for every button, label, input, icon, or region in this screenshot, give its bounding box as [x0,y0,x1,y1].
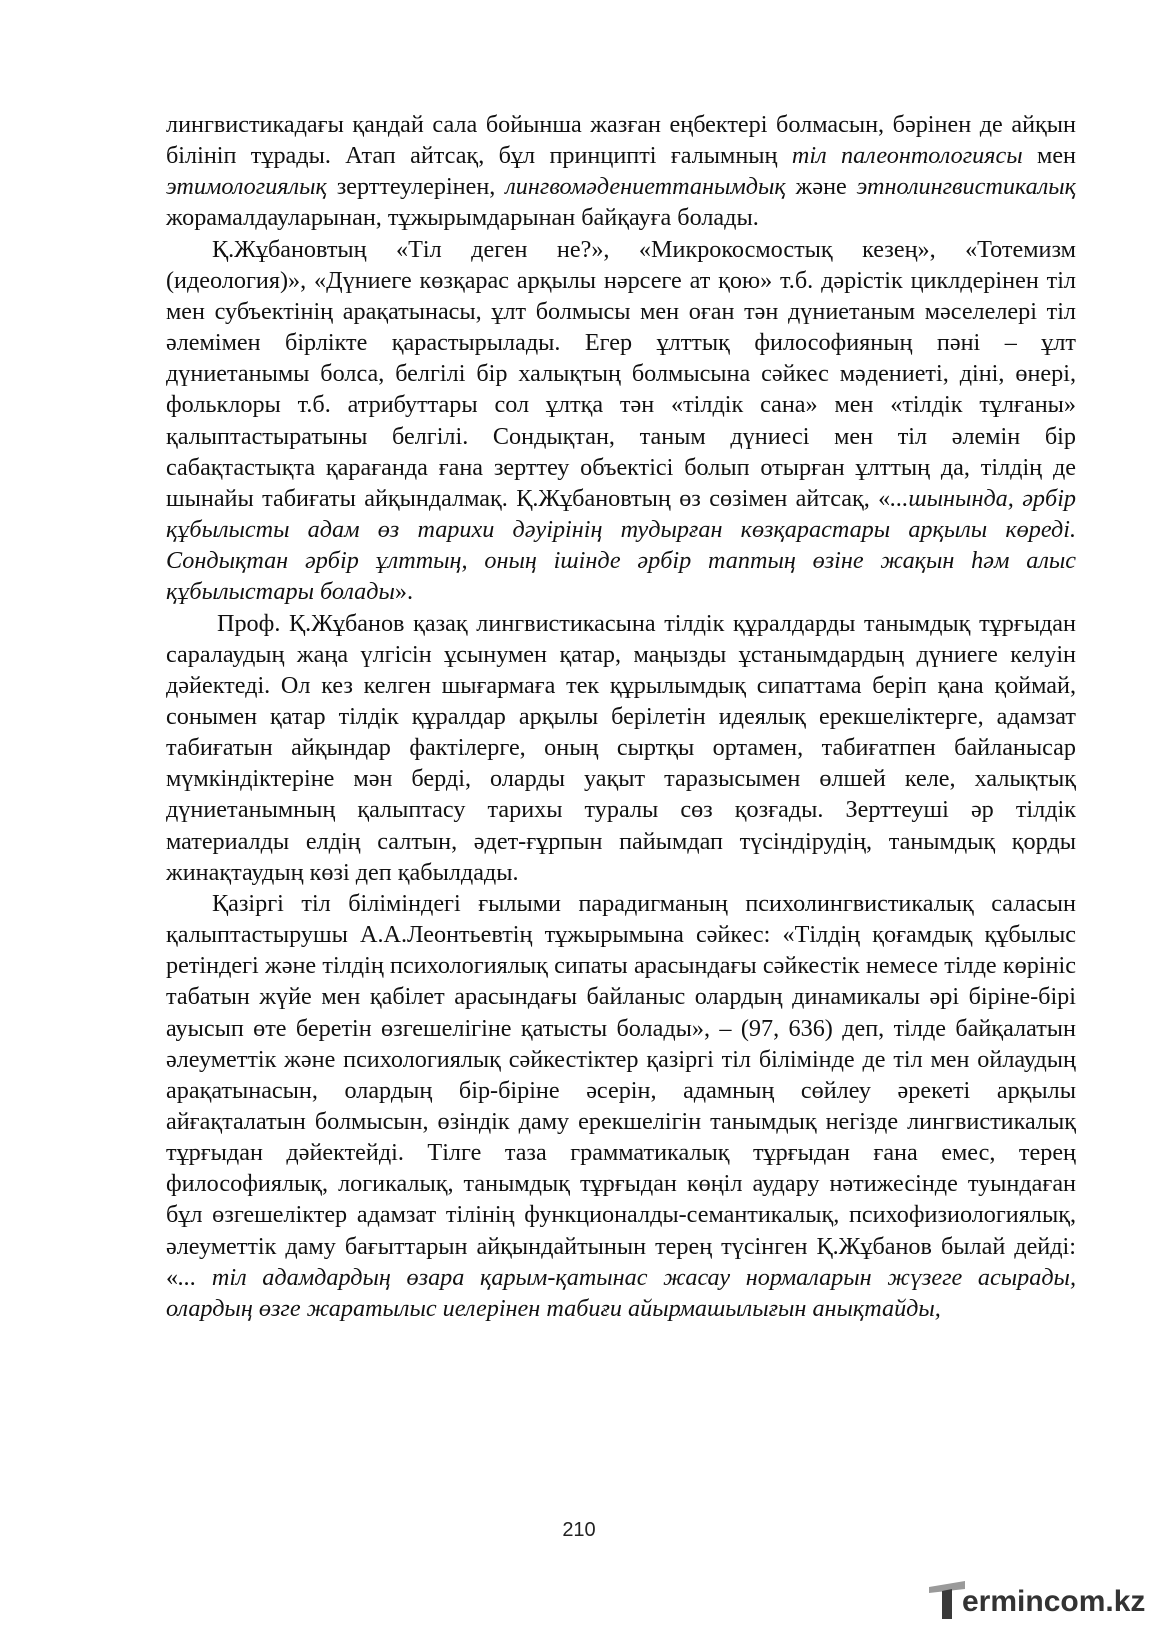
text-run: Қазіргі тіл біліміндегі ғылыми парадигманың психолингвистикалық саласын қалыптастырушы А.А.Леонтьевтің тұжырымына сәйкес: «Тілдің қоғамдық құбылыс ретіндегі және тілдің психологиялық сипаты арасындағы сәйкестік немесе тілде көрініс табатын жүйе мен қабілет арасындағы байланыс олардың динамикалы әрі біріне-бірі ауысып өте беретін өзгешелігіне қатысты болады», – (97, 636) деп, тілде байқалатын әлеуметтік және психологиялық сәйкестіктер қазіргі тіл білімінде де тіл мен ойлаудың арақатынасын, олардың бір-біріне әсерін, адамның сөйлеу әрекеті арқылы айғақталатын болмысын, өзіндік даму ерекшелігін танымдық негізде лингвистикалық тұрғыдан дәйектейді. Тілге таза грамматикалық тұрғыдан ғана емес, терең философиялық, логикалық, танымдық тұрғыдан көңіл аудару нәтижесінде туындаған бұл өзгешеліктер адамзат тілінің функционалды-семантикалық, психофизиологиялық, әлеуметтік даму бағыттарын айқындайтынын терең түсінген Қ.Жұбанов былай дейді: « [166,889,1076,1291]
paragraph-3 [166,608,1076,888]
watermark-text: ermincom.kz [962,1585,1146,1618]
text-run: Қ.Жұбановтың «Тіл деген не?», «Микрокосмостық кезең», «Тотемизм (идеология)», «Дүниеге көзқарас арқылы нәрсеге ат қою» т.б. дәрістік циклдерінен тіл мен субъектінің арақатынасы, ұлт болмысы мен оған тән дүниетаным мәселелері тіл әлемімен бірлікте қарастырылады. Егер ұлттық философияның пәні – ұлт дүниетанымы болса, белгілі бір халықтың болмысына сәйкес мәдениеті, діні, өнері, фольклоры т.б. атрибуттары сол ұлтқа тән «тілдік сана» мен «тілдік тұлғаны» қалыптастыратыны белгілі. Сондықтан, таным дүниесі мен тіл әлемін бір сабақтастықта қарағанда ғана зерттеу объектісі болып отырған ұлттың да, тілдің де шынайы табиғаты айқындалмақ. Қ.Жұбановтың өз сөзімен айтсақ, « [166,235,1076,512]
text-run: ». [394,578,414,606]
text-run: лингвистикадағы қандай сала бойынша жазған еңбектері болмасын, бәрінен де айқын білініп тұрады. Атап айтсақ, бұл принципті ғалымның [166,111,1076,170]
site-watermark [927,1576,1146,1626]
text-run: зерттеулерінен, [326,173,506,201]
italic-term: этнолингвистикалық [856,173,1076,201]
body-text [166,109,1076,1324]
page-number: 210 [562,1519,596,1541]
italic-term: лингвомәдениеттанымдық [505,173,786,201]
paragraph-4 [166,888,1076,1324]
italic-term: этимологиялық [166,173,327,201]
text-run: жорамалдауларынан, тұжырымдарынан байқауға болады. [166,204,759,232]
text-run: және [785,173,857,201]
italic-quote: ... тіл адамдардың өзара қарым-қатынас жасау нормаларын жүзеге асырады, олардың өзге жаратылыс иелерінен табиғи айырмашылығын анықтайды, [166,1263,1076,1322]
termincom-logo-mark-icon [927,1579,967,1621]
text-run: мен [1022,142,1076,170]
text-run: Проф. Қ.Жұбанов қазақ лингвистикасына тілдік құралдарды танымдық тұрғыдан саралаудың жаңа үлгісін ұсынумен қатар, маңызды ұстанымдардың дүниеге келуін дәйектеді. Ол кез келген шығармаға тек құрылымдық сипаттама беріп қана қоймай, сонымен қатар тілдік құралдар арқылы берілетін идеялық ерекшеліктерге, адамзат табиғатын айқындар фактілерге, оның сыртқы ортамен, табиғатпен байланысар мүмкіндіктеріне мән берді, оларды уақыт таразысымен өлшей келе, халықтық дүниетанымның қалыптасу тарихы туралы сөз қозғады. Зерттеуші әр тілдік материалды елдің салтын, әдет-ғұрпын пайымдап түсіндірудің, танымдық қорды жинақтаудың көзі деп қабылдады. [166,609,1076,886]
paragraph-1 [166,109,1076,234]
paragraph-2 [166,234,1076,608]
italic-term: тіл палеонтологиясы [791,142,1023,170]
italic-quote: ...шынында, әрбір құбылысты адам өз тарихи дәуірінің тудырған көзқарастары арқылы көреді. Сондықтан әрбір ұлттың, оның ішінде әрбір таптың өзіне жақын һәм алыс құбылыстары болады [166,484,1077,606]
